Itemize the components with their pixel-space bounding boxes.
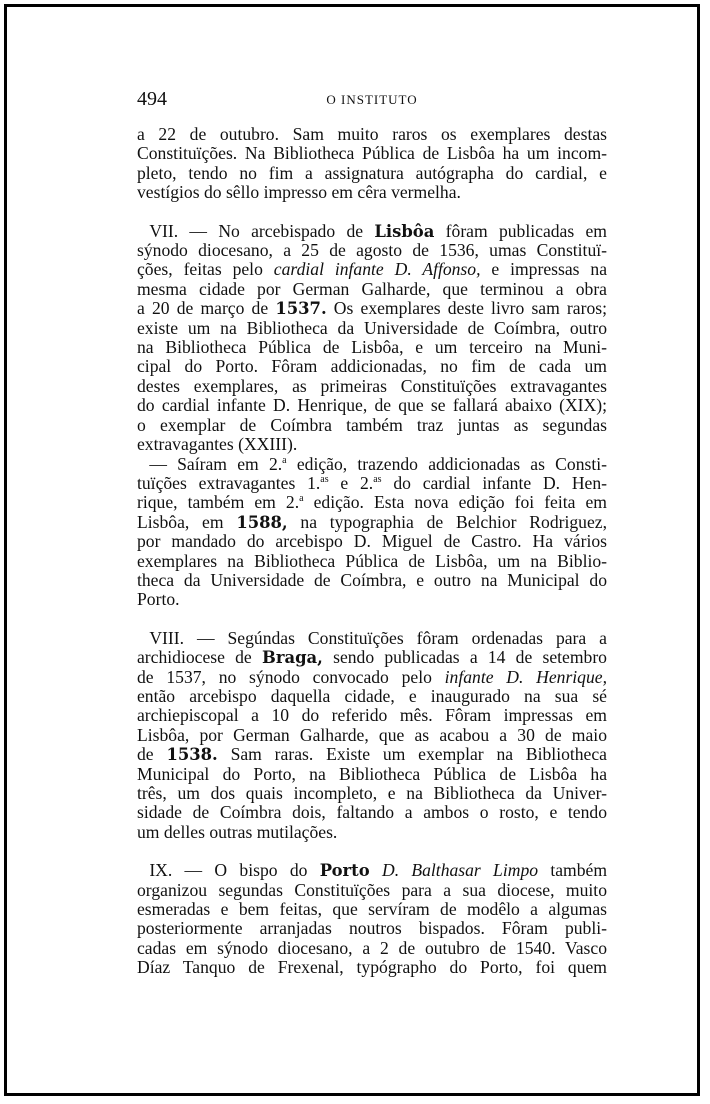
place-name: Lisbôa [374,221,435,241]
text-line: VIII. — Segúndas Constituïções fôram ordenadas para a [149,627,607,648]
text-line: extravagantes (XXIII). [137,434,298,455]
text-line: ções, feitas pelo cardial infante D. Affonso, e impressas na [137,259,608,280]
text-line: de 1538. Sam raras. Existe um exemplar na Bibliotheca [137,744,607,765]
text-line: na Bibliotheca Pública de Lisbôa, e um terceiro na Muni- [137,337,607,358]
text-line: Constituïções. Na Bibliotheca Pública de Lisbôa ha um incom- [137,143,607,164]
paragraph-viii [137,629,607,842]
text-line: cipal do Porto. Fôram addicionadas, no fim de cada um [137,356,607,377]
running-title: O INSTITUTO [326,92,418,107]
paragraph-second-edition [137,455,607,610]
text-line: por mandado do arcebispo D. Miguel de Castro. Ha vários [137,531,607,552]
paragraph-ix [137,861,607,977]
paragraph-1 [137,125,607,203]
text-line: Díaz Tanquo de Frexenal, typógrapho do Porto, foi quem [137,957,607,978]
text-line: Porto. [137,589,180,610]
text-line: cadas em sýnodo diocesano, a 2 de outubro de 1540. Vasco [137,937,607,958]
text-line: o exemplar de Coímbra também traz juntas as segundas [137,414,607,435]
text-line: Lisbôa, por German Galharde, que as acabou a 30 de maio [137,724,607,745]
text-line: vestígios do sêllo impresso em cêra vermelha. [137,182,461,203]
text-line: Lisbôa, em 1588, na typographia de Belchior Rodriguez, [137,511,607,532]
page-number: 494 [137,88,167,110]
italic-name: cardial infante D. Affonso, [273,259,481,280]
place-name: Braga, [261,648,323,668]
italic-name: infante D. Henrique, [444,666,607,687]
text-line: tuïções extravagantes 1.$^{as}$ e 2.$^{as}$ do cardial infante D. Hen- [137,472,607,493]
text-line: existe um na Bibliotheca da Universidade de Coímbra, outro [137,317,607,338]
text-line: theca da Universidade de Coímbra, e outro na Municipal do [137,569,607,590]
text-line: então arcebispo daquella cidade, e inaugurado na sua sé [137,685,607,706]
text-line: a 22 de outubro. Sam muito raros os exemplares destas [137,124,607,144]
year-bold: 1588, [236,512,288,532]
text-line: exemplares na Bibliotheca Pública de Lisbôa, um na Biblio- [137,550,607,571]
text-line: Municipal do Porto, na Bibliotheca Pública de Lisbôa ha [137,763,607,784]
text-line: sidade de Coímbra dois, faltando a ambos o rosto, e tendo [137,802,607,823]
text-line: mesma cidade por German Galharde, que terminou a obra [137,278,607,299]
text-line: pleto, tendo no fim a assignatura autógrapha do cardial, e [137,162,607,183]
place-name: Porto [319,861,370,881]
text-line: — Saíram em 2.$^a$ edição, trazendo addicionadas as Consti- [149,453,607,474]
year-bold: 1537. [275,299,327,319]
text-line: do cardial infante D. Henrique, de que se fallará abaixo (XIX); [137,395,607,416]
body-text [137,125,607,978]
year-bold: 1538. [166,745,218,765]
text-line: organizou segundas Constituïções para a sua diocese, muito [137,879,607,900]
text-line: sýnodo diocesano, a 25 de agosto de 1536, umas Constituï- [137,240,607,261]
text-line: a 20 de março de 1537. Os exemplares deste livro sam raros; [137,298,607,319]
text-line: um delles outras mutilações. [137,821,338,842]
paragraph-vii [137,222,607,455]
text-line: destes exemplares, as primeiras Constituïções extravagantes [137,375,607,396]
text-line: esmeradas e bem feitas, que servíram de modêlo a algumas [137,899,607,920]
text-line: IX. — O bispo do Porto D. Balthasar Limpo também [149,860,608,881]
text-line: VII. — No arcebispado de Lisbôa fôram publicadas em [149,220,607,241]
text-line: posteriormente arranjadas noutros bispados. Fôram publi- [137,918,607,939]
text-line: archiepiscopal a 10 do referido mês. Fôram impressas em [137,705,607,726]
text-line: archidiocese de Braga, sendo publicadas a 14 de setembro [137,647,607,668]
text-line: três, um dos quais incompleto, e na Bibliotheca da Univer- [137,783,607,803]
page-header [137,88,607,112]
italic-name: D. Balthasar Limpo [381,860,539,881]
text-line: rique, também em 2.$^a$ edição. Esta nova edição foi feita em [137,492,607,513]
text-line: de 1537, no sýnodo convocado pelo infante D. Henrique, [137,666,607,687]
